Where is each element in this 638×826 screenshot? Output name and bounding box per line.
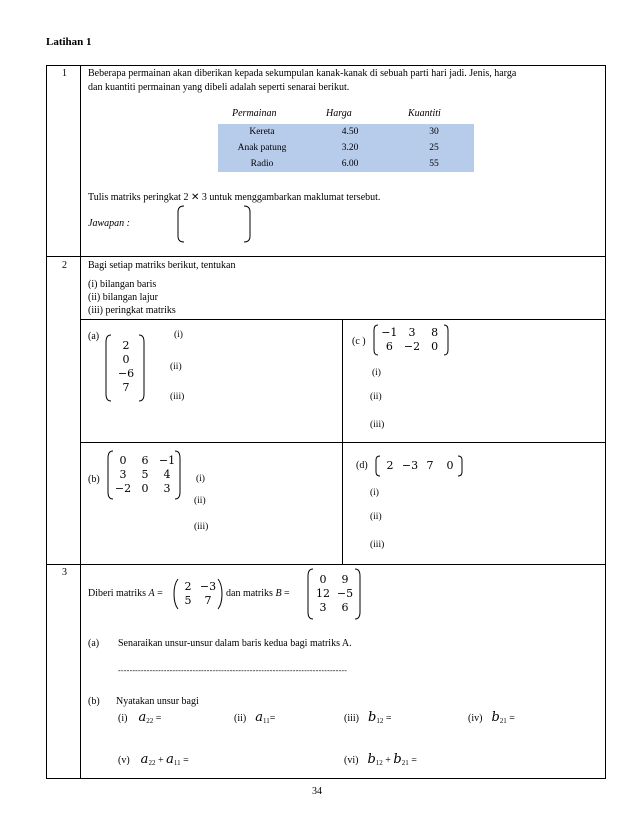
q1-header-harga: Harga — [326, 108, 352, 119]
element-var: b — [368, 710, 377, 725]
matrix-entry: 0 — [122, 353, 130, 366]
element-var: a — [255, 710, 263, 725]
table-cell: 4.50 — [341, 127, 359, 137]
q2a-sub-ii: (ii) — [170, 362, 182, 372]
matrix-entry: 6 — [341, 601, 349, 614]
q3b-part-v — [118, 752, 189, 767]
q2b-label: (b) — [88, 474, 100, 485]
matrix-name-b: B — [275, 588, 282, 599]
element-sub: 21 — [401, 759, 409, 767]
q1-answer-matrix-brackets — [176, 204, 252, 244]
matrix-entry: 2 — [184, 580, 192, 593]
q2-intro: Bagi setiap matriks berikut, tentukan — [88, 260, 236, 271]
q2d-label: (d) — [356, 460, 368, 471]
matrix-entry: 7 — [204, 594, 212, 607]
q1-instruction: Tulis matriks peringkat 2 ✕ 3 untuk menggambarkan maklumat tersebut. — [88, 192, 381, 203]
plus-sign: + — [155, 755, 167, 766]
q1-price-table — [218, 124, 474, 172]
q1-answer-label: Jawapan : — [88, 218, 130, 229]
q2b-sub-iii: (iii) — [194, 522, 209, 532]
element-var: b — [491, 710, 500, 725]
q3b-part-vi — [344, 752, 417, 767]
table-cell: 55 — [429, 159, 439, 169]
q2c-sub-ii: (ii) — [370, 392, 382, 402]
q2d-matrix — [380, 459, 460, 473]
table-cell: 6.00 — [341, 159, 359, 169]
element-var: a — [166, 752, 174, 767]
element-sub: 11 — [173, 759, 181, 767]
matrix-entry: −2 — [114, 482, 132, 495]
q3-middle: dan matriks — [226, 588, 276, 599]
q3-given-statement — [88, 588, 163, 599]
q2c-matrix — [378, 326, 446, 354]
q2a-sub-i: (i) — [174, 330, 183, 340]
q2b-matrix — [112, 454, 178, 496]
plus-sign: + — [382, 755, 394, 766]
matrix-entry: 9 — [341, 573, 349, 586]
q1-intro-line-1: Beberapa permainan akan diberikan kepada sekumpulan kanak-kanak di sebuah parti hari jadi. Jenis, harga — [88, 68, 517, 79]
part-tail: = — [153, 713, 162, 724]
q3b-part-i — [118, 710, 161, 725]
element-sub: 22 — [146, 717, 154, 725]
page-title: Latihan 1 — [46, 36, 92, 48]
element-sub: 12 — [376, 717, 384, 725]
matrix-entry: 2 — [122, 339, 130, 352]
question-number-3: 3 — [62, 567, 67, 578]
matrix-entry: −6 — [117, 367, 135, 380]
matrix-entry: 5 — [184, 594, 192, 607]
q2b-sub-ii: (ii) — [194, 496, 206, 506]
element-var: b — [367, 752, 376, 767]
q2d-sub-i: (i) — [370, 488, 379, 498]
question-number-2: 2 — [62, 260, 67, 271]
matrix-entry: 3 — [119, 468, 127, 481]
q3b-part-iv — [468, 710, 515, 725]
q3b-text: Nyatakan unsur bagi — [116, 696, 199, 707]
q3-matrix-b — [312, 573, 356, 615]
q1-header-permainan: Permainan — [232, 108, 277, 119]
part-tail: = — [408, 755, 417, 766]
element-sub: 11 — [262, 717, 270, 725]
matrix-entry: 4 — [163, 468, 171, 481]
matrix-entry: −5 — [336, 587, 354, 600]
q2a-label: (a) — [88, 331, 100, 342]
q2-item-iii: (iii) peringkat matriks — [88, 305, 176, 316]
part-tail: = — [383, 713, 392, 724]
matrix-entry: 0 — [141, 482, 149, 495]
matrix-entry: 7 — [122, 381, 130, 394]
q3-middle-text — [226, 588, 290, 599]
matrix-entry: 6 — [141, 454, 149, 467]
matrix-entry: 3 — [408, 326, 416, 339]
matrix-entry: 3 — [319, 601, 327, 614]
table-cell: Radio — [250, 159, 274, 169]
q3a-answer-line: -------------------------------------------------------------------------------- — [118, 666, 348, 675]
page-number: 34 — [312, 786, 322, 797]
part-label: (iv) — [468, 713, 483, 724]
part-tail: = — [180, 755, 189, 766]
matrix-entry: −3 — [199, 580, 217, 593]
q2-item-ii: (ii) bilangan lajur — [88, 292, 158, 303]
part-label: (ii) — [234, 713, 247, 724]
matrix-entry: 0 — [446, 459, 454, 472]
element-sub: 12 — [375, 759, 383, 767]
matrix-name-a: A — [148, 588, 155, 599]
matrix-entry: −2 — [403, 340, 421, 353]
q2a-matrix — [112, 339, 140, 395]
matrix-entry: 2 — [386, 459, 394, 472]
equals-sign: = — [281, 588, 290, 599]
matrix-entry: 5 — [141, 468, 149, 481]
matrix-entry: 8 — [431, 326, 439, 339]
table-cell: 3.20 — [341, 143, 359, 153]
matrix-entry: −1 — [381, 326, 398, 339]
matrix-entry: 12 — [316, 587, 330, 600]
element-var: b — [393, 752, 402, 767]
matrix-entry: 7 — [426, 459, 434, 472]
table-cell: Anak patung — [237, 143, 287, 153]
part-tail: = — [269, 713, 276, 724]
part-label: (i) — [118, 713, 128, 724]
matrix-entry: 0 — [119, 454, 127, 467]
element-var: a — [140, 752, 149, 767]
matrix-entry: 0 — [319, 573, 327, 586]
table-cell: Kereta — [249, 127, 275, 137]
q1-intro-line-2: dan kuantiti permainan yang dibeli adalah seperti senarai berikut. — [88, 82, 350, 93]
equals-sign: = — [154, 588, 163, 599]
matrix-entry: 0 — [431, 340, 439, 353]
part-label: (v) — [118, 755, 130, 766]
table-cell: 25 — [429, 143, 439, 153]
q2-item-i: (i) bilangan baris — [88, 279, 157, 290]
matrix-entry: −3 — [401, 459, 419, 472]
q2c-sub-i: (i) — [372, 368, 381, 378]
q3b-label: (b) — [88, 696, 100, 707]
element-var: a — [138, 710, 147, 725]
matrix-entry: 6 — [385, 340, 393, 353]
q2a-sub-iii: (iii) — [170, 392, 185, 402]
element-sub: 22 — [148, 759, 156, 767]
matrix-entry: 3 — [163, 482, 171, 495]
q2d-sub-ii: (ii) — [370, 512, 382, 522]
element-sub: 21 — [499, 717, 507, 725]
q2b-sub-i: (i) — [196, 474, 205, 484]
part-label: (iii) — [344, 713, 359, 724]
q2d-sub-iii: (iii) — [370, 540, 385, 550]
q3b-part-ii — [234, 710, 275, 725]
q3-matrix-a — [178, 580, 218, 608]
q1-header-kuantiti: Kuantiti — [408, 108, 441, 119]
q3a-label: (a) — [88, 638, 100, 649]
q3-given-prefix: Diberi matriks — [88, 588, 149, 599]
q3b-part-iii — [344, 710, 391, 725]
part-label: (vi) — [344, 755, 359, 766]
q2c-label: (c ) — [352, 336, 366, 347]
q2c-sub-iii: (iii) — [370, 420, 385, 430]
question-number-1: 1 — [62, 68, 67, 79]
part-tail: = — [506, 713, 515, 724]
table-cell: 30 — [429, 127, 439, 137]
q3a-text: Senaraikan unsur-unsur dalam baris kedua bagi matriks A. — [118, 638, 352, 649]
matrix-entry: −1 — [158, 454, 176, 467]
